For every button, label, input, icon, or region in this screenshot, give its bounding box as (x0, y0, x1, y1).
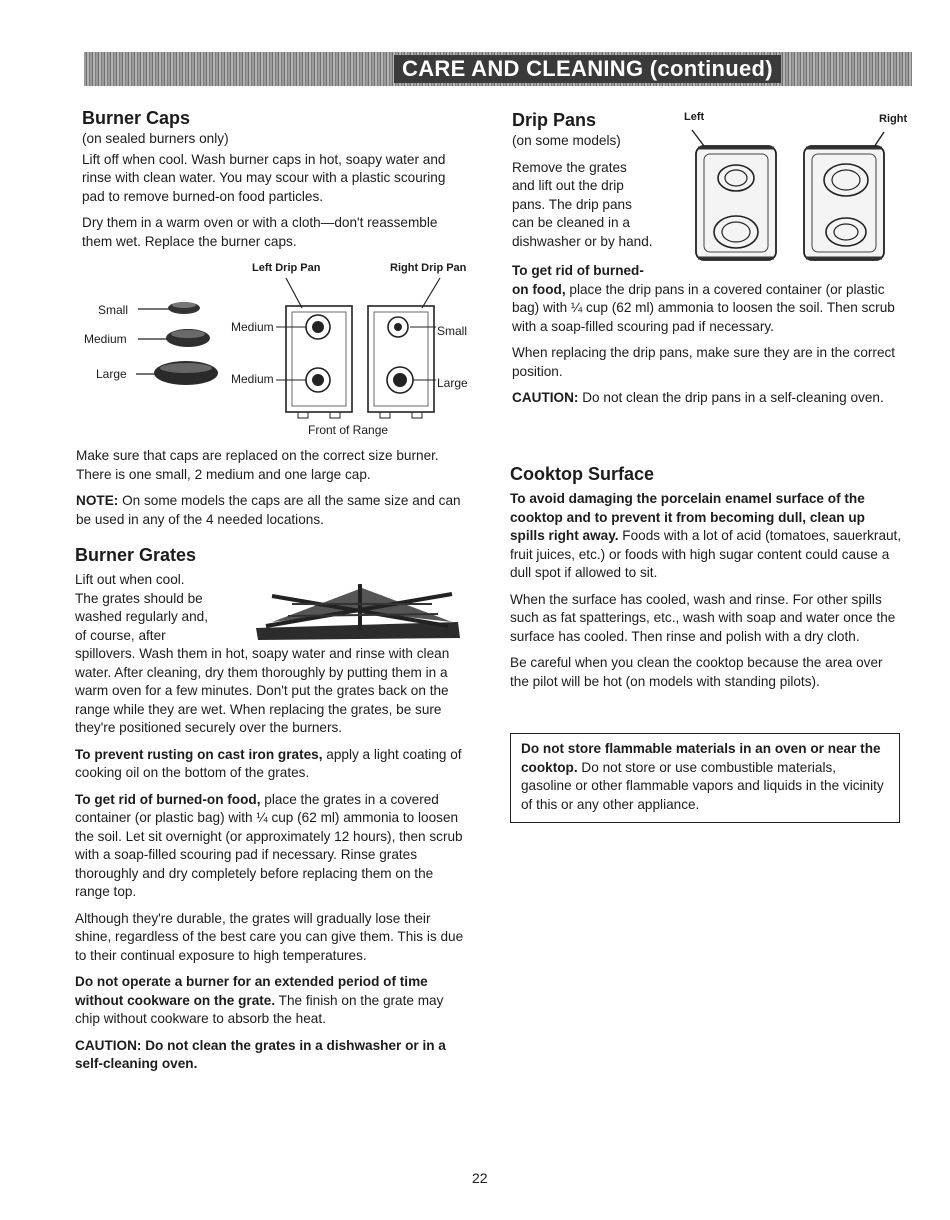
burner-caps-continued (76, 447, 466, 537)
page-number: 22 (472, 1170, 488, 1186)
burner-large-label: Large (437, 376, 468, 390)
warning-bold: Do not store flammable materials in an oven or near the cooktop. (521, 741, 881, 775)
drip-intro-line-4: can be cleaned in a (512, 215, 630, 230)
cap-large-label: Large (96, 367, 127, 381)
drip-caution-text: Do not clean the drip pans in a self-cleaning oven. (578, 390, 884, 405)
note-text: On some models the caps are all the same size and can be used in any of the 4 needed locations. (76, 493, 461, 527)
avoid-bold: To avoid damaging the porcelain enamel surface of the cooktop and to prevent it from becoming dull, clean up spills right away. (510, 491, 865, 543)
burner-caps-note (76, 492, 466, 529)
grates-intro-line-1: Lift out when cool. (75, 572, 185, 587)
burner-medium-label-bottom: Medium (231, 372, 274, 386)
burner-caps-illustration (80, 260, 480, 440)
drip-pans-subtitle: (on some models) (512, 133, 621, 148)
burner-small-label: Small (437, 324, 468, 338)
grates-durable-paragraph: Although they're durable, the grates will gradually lose their shine, regardless of the best care you can give them. This is due to their continual exposure to high temperatures. (75, 910, 464, 963)
front-of-range-label: Front of Range (308, 423, 389, 437)
burner-caps-section (82, 106, 470, 259)
operate-bold: Do not operate a burner for an extended period of time without cookware on the grate. (75, 974, 428, 1008)
drip-left-label: Left (684, 111, 705, 123)
warning-text: Do not store or use combustible materials, gasoline or other flammable vapors and liquids in the vicinity of this or any other appliance. (521, 759, 884, 812)
cooktop-section (510, 462, 902, 699)
burner-caps-paragraph-3: Make sure that caps are replaced on the correct size burner. There is one small, 2 medium and one large cap. (76, 448, 439, 482)
rid-bold-2: on food, (512, 281, 566, 297)
drip-pans-section (512, 108, 687, 251)
flammable-warning-box (510, 733, 900, 823)
burner-caps-diagram (80, 260, 480, 440)
burner-medium-label-top: Medium (231, 320, 274, 334)
cooktop-cooled-paragraph: When the surface has cooled, wash and rinse. For other spills such as fat spatterings, etc., wash with soap and water once the surface has cooled. Then rinse and polish with a dry cloth. (510, 591, 896, 644)
burner-caps-subtitle: (on sealed burners only) (82, 131, 229, 146)
drip-intro-line-1: Remove the grates (512, 159, 627, 175)
drip-pans-continued (512, 262, 902, 416)
grates-caution: CAUTION: Do not clean the grates in a dishwasher or in a self-cleaning oven. (75, 1037, 446, 1071)
drip-intro-line-3: pans. The drip pans (512, 196, 632, 212)
grates-intro-rest: spillovers. Wash them in hot, soapy water and rinse with clean water. After cleaning, dry them thoroughly by putting them in a warm oven for a few minutes. Don't put the grates back on the range while they are wet. When replacing the grates, be sure they're positioned securely over the burners. (75, 646, 450, 735)
drip-pans-illustration (680, 124, 900, 274)
rust-bold: To prevent rusting on cast iron grates, (75, 746, 323, 762)
grates-intro-line-4: of course, after (75, 627, 166, 643)
avoid-text: Foods with a lot of acid (tomatoes, sauerkraut, fruit juices, etc.) or foods with high sugar content could cause a dull spot if allowed to sit. (510, 528, 902, 580)
burner-caps-paragraph-1: Lift off when cool. Wash burner caps in hot, soapy water and rinse with clean water. You may scour with a plastic scouring pad to remove burned-on food particles. (82, 151, 446, 204)
rid-text: place the drip pans in a covered container (or plastic bag) with ¼ cup (62 ml) ammonia to loosen the soil. Then scrub with a soap-filled scouring pad if necessary. (512, 281, 895, 334)
cap-medium-label: Medium (84, 332, 127, 346)
drip-right-label: Right (879, 113, 908, 125)
section-title: CARE AND CLEANING (continued) (394, 55, 781, 83)
drip-intro-line-5: dishwasher or by hand. (512, 233, 653, 249)
burned-text: place the grates in a covered container (or plastic bag) with ¼ cup (62 ml) ammonia to loosen the soil. Let sit overnight (or approximately 12 hours), then scrub with a soap-filled scouring pad if necessary. Rinse grates thoroughly and dry completely before replacing them on the range top. (75, 791, 463, 899)
rid-bold-1: To get rid of burned- (512, 263, 644, 278)
drip-rid-paragraph (512, 262, 902, 336)
left-drip-pan-label: Left Drip Pan (252, 262, 321, 274)
burned-bold: To get rid of burned-on food, (75, 791, 261, 807)
burner-caps-paragraph-2: Dry them in a warm oven or with a cloth—don't reassemble them wet. Replace the burner caps. (82, 215, 438, 249)
drip-caution-label: CAUTION: (512, 390, 579, 405)
cooktop-heading: Cooktop Surface (510, 464, 655, 484)
cap-small-label: Small (98, 303, 129, 317)
grates-rust-paragraph (75, 746, 467, 783)
operate-text: The finish on the grate may chip without cookware to absorb the heat. (75, 992, 444, 1026)
drip-caution-paragraph (512, 389, 902, 408)
burner-caps-heading: Burner Caps (82, 108, 191, 128)
drip-intro-line-2: and lift out the drip (512, 178, 624, 193)
rust-text: apply a light coating of cooking oil on the bottom of the grates. (75, 746, 462, 780)
burner-grate-illustration (252, 582, 464, 642)
burner-grates-heading: Burner Grates (75, 545, 197, 565)
right-drip-pan-label: Right Drip Pan (390, 262, 467, 274)
grates-burned-paragraph (75, 791, 467, 902)
drip-replace-paragraph: When replacing the drip pans, make sure they are in the correct position. (512, 345, 896, 379)
note-label: NOTE: (76, 493, 119, 508)
drip-pans-heading: Drip Pans (512, 110, 597, 130)
grates-operate-paragraph (75, 973, 467, 1029)
grates-intro-line-2: The grates should be (75, 590, 203, 606)
grates-intro-line-3: washed regularly and, (75, 609, 208, 624)
cooktop-careful-paragraph: Be careful when you clean the cooktop because the area over the pilot will be hot (on models with standing pilots). (510, 655, 883, 689)
section-header-banner (84, 52, 912, 86)
cooktop-avoid-paragraph (510, 490, 902, 583)
